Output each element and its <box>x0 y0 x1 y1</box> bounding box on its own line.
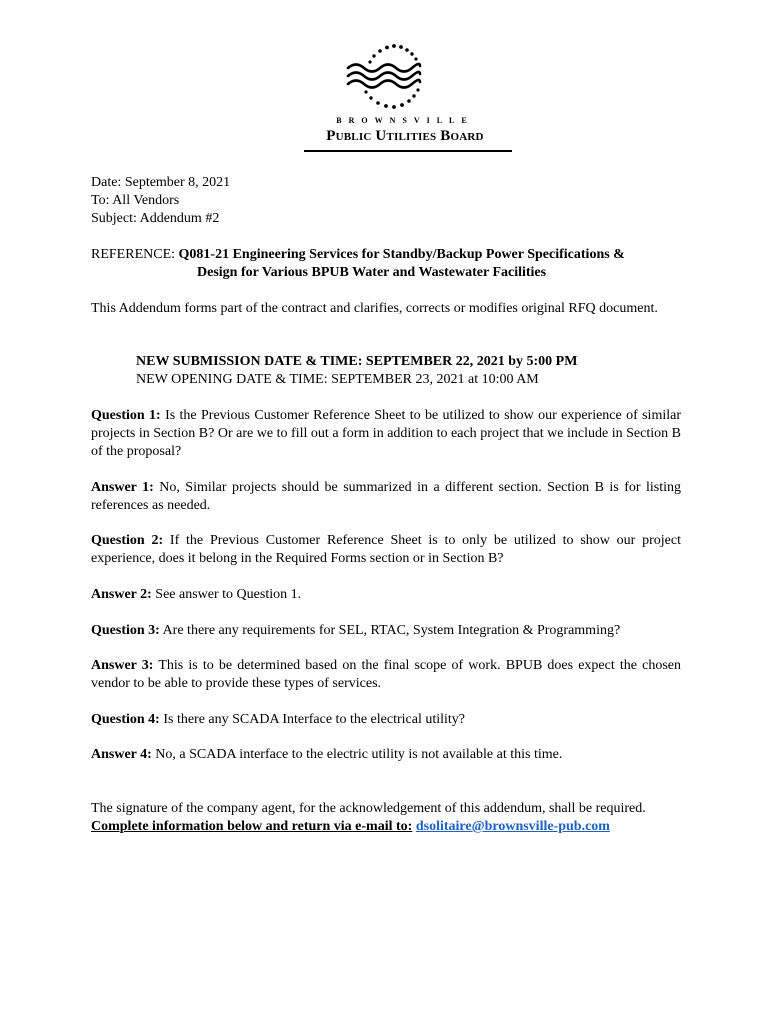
qa-text: If the Previous Customer Reference Sheet is to only be utilized to show our project experience, does it belong in the Required Forms section or in Section B? <box>91 533 681 566</box>
qa-label: Question 1: <box>91 408 161 423</box>
question-3 <box>91 622 681 640</box>
qa-text: Is the Previous Customer Reference Sheet to be utilized to show our experience of similar projects in Section B? Or are we to fill out a form in addition to each project that we include in Section B of the proposal? <box>91 408 681 459</box>
opening-date: NEW OPENING DATE & TIME: SEPTEMBER 23, 2021 at 10:00 AM <box>136 372 539 387</box>
email-link[interactable]: dsolitaire@brownsville-pub.com <box>415 819 610 834</box>
qa-label: Answer 1: <box>91 480 154 495</box>
closing-block <box>91 800 681 836</box>
qa-text: No, a SCADA interface to the electric utility is not available at this time. <box>151 747 563 762</box>
submission-date: NEW SUBMISSION DATE & TIME: SEPTEMBER 22, 2021 by 5:00 PM <box>136 354 578 369</box>
qa-label: Answer 4: <box>91 747 152 762</box>
org-city: BROWNSVILLE <box>336 116 474 125</box>
answer-2 <box>91 586 681 604</box>
qa-label: Question 2: <box>91 533 164 548</box>
letterhead <box>270 42 540 160</box>
intro-paragraph: This Addendum forms part of the contract and clarifies, corrects or modifies original RFQ document. <box>91 301 658 316</box>
reference-title-line1: Q081-21 Engineering Services for Standby/Backup Power Specifications & <box>178 247 625 262</box>
memo-date: Date: September 8, 2021 <box>91 175 231 190</box>
reference-label: REFERENCE: <box>91 247 179 262</box>
answer-3 <box>91 657 681 693</box>
reference-block <box>91 246 681 282</box>
signature-note: The signature of the company agent, for the acknowledgement of this addendum, shall be required. <box>91 801 646 816</box>
qa-label: Answer 3: <box>91 658 154 673</box>
qa-text: No, Similar projects should be summarized in a different section. Section B is for listing references as needed. <box>91 480 681 513</box>
qa-text: Are there any requirements for SEL, RTAC, System Integration & Programming? <box>159 623 621 638</box>
return-instruction: Complete information below and return via e-mail to: <box>91 819 413 834</box>
qa-text: See answer to Question 1. <box>151 587 302 602</box>
qa-label: Question 3: <box>91 623 160 638</box>
qa-label: Question 4: <box>91 712 160 727</box>
letterhead-divider <box>304 150 512 152</box>
new-dates <box>136 353 577 389</box>
org-name: Public Utilities Board <box>326 128 484 144</box>
answer-1 <box>91 479 681 515</box>
memo-to: To: All Vendors <box>91 193 180 208</box>
reference-title-line2: Design for Various BPUB Water and Wastewater Facilities <box>197 265 547 280</box>
qa-text: Is there any SCADA Interface to the electrical utility? <box>159 712 466 727</box>
qa-label: Answer 2: <box>91 587 152 602</box>
question-1 <box>91 407 681 461</box>
memo-subject: Subject: Addendum #2 <box>91 211 220 226</box>
question-4 <box>91 711 681 729</box>
question-2 <box>91 532 681 568</box>
qa-text: This is to be determined based on the final scope of work. BPUB does expect the chosen vendor to be able to provide these types of services. <box>91 658 681 691</box>
answer-4 <box>91 746 681 764</box>
bpub-logo-icon <box>342 42 472 114</box>
memo-header <box>91 174 230 228</box>
